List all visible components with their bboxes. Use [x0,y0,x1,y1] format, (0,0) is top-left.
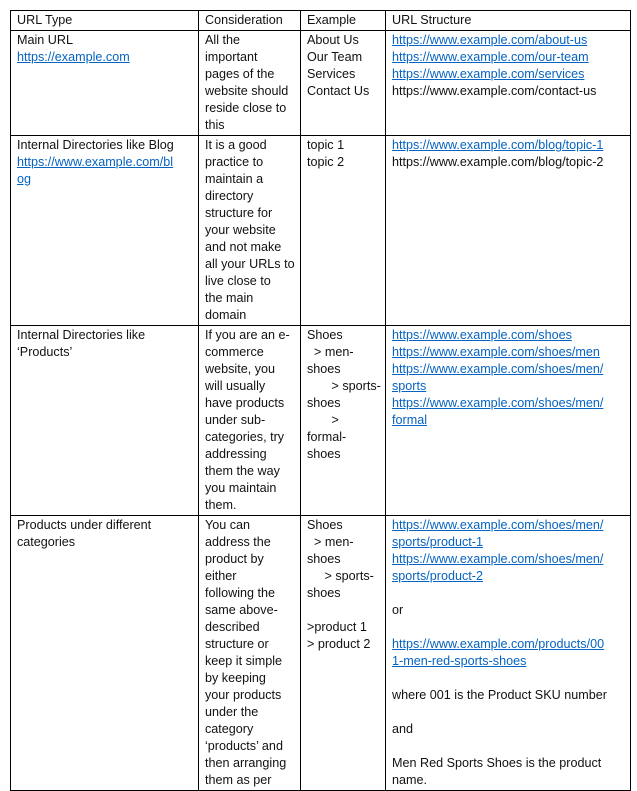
consideration-line: reside close to [205,101,287,115]
url-link[interactable]: https://www.example.com/shoes/men/ [392,552,604,566]
example-line: > product 2 [307,637,371,651]
url-structure-table [10,10,631,791]
example-line: > men- [307,535,354,549]
consideration-line: product by [205,552,264,566]
consideration-line: All the [205,33,241,47]
consideration-line: ‘products’ and [205,739,283,753]
url-type-label: Internal Directories like Blog [17,138,174,152]
url-link[interactable]: sports [392,379,427,393]
url-link[interactable]: formal [392,413,427,427]
consideration-line: will usually [205,379,266,393]
consideration-line: then arranging [205,756,287,770]
consideration-line: either [205,569,237,583]
example-line: topic 2 [307,155,345,169]
consideration-line: important [205,50,258,64]
header-consideration: Consideration [199,11,301,31]
consideration-line: structure for [205,206,273,220]
example-line: shoes [307,447,341,461]
consideration-line: them the way [205,464,280,478]
url-text: https://www.example.com/contact-us [392,84,597,98]
consideration-line: website should [205,84,289,98]
consideration-line: under sub- [205,413,266,427]
consideration-line: under the [205,705,259,719]
example-line: Services [307,67,356,81]
example-line: > sports- [307,569,374,583]
consideration-line: them as per [205,773,272,787]
example-line: formal- [307,430,347,444]
example-line: shoes [307,362,341,376]
blog-url-link[interactable]: https://www.example.com/bl [17,155,174,169]
consideration-line: domain [205,308,247,322]
blank-line [392,738,624,755]
example-line: shoes [307,586,341,600]
consideration-line: You can [205,518,251,532]
url-link[interactable]: sports/product-1 [392,535,483,549]
example-line: > men- [307,345,354,359]
blank-line [307,602,379,619]
consideration-line: have products [205,396,285,410]
cell-url-structure [386,326,631,516]
table-row [11,516,631,791]
cell-example [301,136,386,326]
cell-example [301,326,386,516]
example-line: shoes [307,552,341,566]
url-link[interactable]: https://www.example.com/shoes/men/ [392,518,604,532]
cell-url-type [11,136,199,326]
product-name-note: name. [392,773,428,787]
example-line: About Us [307,33,359,47]
consideration-line: by keeping [205,671,266,685]
table-row [11,136,631,326]
and-text: and [392,722,414,736]
product-name-note: Men Red Sports Shoes is the product [392,756,602,770]
cell-url-structure [386,516,631,791]
url-text: https://www.example.com/blog/topic-2 [392,155,604,169]
consideration-line: following the [205,586,276,600]
cell-example [301,516,386,791]
cell-url-structure [386,136,631,326]
blank-line [392,619,624,636]
consideration-line: your products [205,688,282,702]
consideration-line: live close to [205,274,271,288]
consideration-line: categories, try [205,430,285,444]
cell-consideration [199,31,301,136]
example-line: Our Team [307,50,363,64]
example-line: > [307,413,339,427]
cell-consideration [199,516,301,791]
header-url-type: URL Type [11,11,199,31]
consideration-line: If you are an e- [205,328,290,342]
consideration-line: and not make [205,240,282,254]
consideration-line: addressing [205,447,267,461]
or-text: or [392,603,404,617]
example-line: >product 1 [307,620,367,634]
url-type-label: ‘Products’ [17,345,73,359]
header-url-structure: URL Structure [386,11,631,31]
url-link[interactable]: https://www.example.com/about-us [392,33,588,47]
url-link[interactable]: https://www.example.com/shoes/men [392,345,600,359]
url-type-label: Products under different [17,518,152,532]
consideration-line: your website [205,223,276,237]
blank-line [392,670,624,687]
url-link[interactable]: https://www.example.com/shoes [392,328,572,342]
consideration-line: commerce [205,345,264,359]
blog-url-link[interactable]: og [17,172,32,186]
header-example: Example [301,11,386,31]
blank-line [392,585,624,602]
consideration-line: you maintain [205,481,277,495]
table-row [11,31,631,136]
consideration-line: described [205,620,260,634]
consideration-line: all your URLs to [205,257,295,271]
consideration-line: It is a good [205,138,267,152]
consideration-line: website, you [205,362,276,376]
cell-url-structure [386,31,631,136]
consideration-line: maintain a [205,172,264,186]
consideration-line: directory [205,189,254,203]
url-type-label: Internal Directories like [17,328,146,342]
sku-note: where 001 is the Product SKU number [392,688,607,702]
blank-line [392,704,624,721]
url-link[interactable]: sports/product-2 [392,569,483,583]
consideration-line: pages of the [205,67,275,81]
example-line: > sports- [307,379,381,393]
consideration-line: structure or [205,637,269,651]
example-line: Shoes [307,518,343,532]
cell-consideration [199,136,301,326]
consideration-line: this [205,118,225,132]
url-type-label: categories [17,535,76,549]
url-link[interactable]: https://www.example.com/products/00 [392,637,605,651]
main-url-link[interactable]: https://example.com [17,50,130,64]
table-row [11,326,631,516]
cell-consideration [199,326,301,516]
url-link[interactable]: https://www.example.com/our-team [392,50,589,64]
url-type-label: Main URL [17,33,73,47]
cell-url-type [11,326,199,516]
url-link[interactable]: https://www.example.com/services [392,67,585,81]
table-header-row [11,11,631,31]
cell-example [301,31,386,136]
consideration-line: category [205,722,254,736]
url-link[interactable]: https://www.example.com/shoes/men/ [392,396,604,410]
consideration-line: same above- [205,603,278,617]
url-link[interactable]: 1-men-red-sports-shoes [392,654,527,668]
example-line: Shoes [307,328,343,342]
consideration-line: the main [205,291,254,305]
example-line: shoes [307,396,341,410]
url-structure-document [10,10,631,791]
url-link[interactable]: https://www.example.com/shoes/men/ [392,362,604,376]
example-line: topic 1 [307,138,345,152]
url-link[interactable]: https://www.example.com/blog/topic-1 [392,138,604,152]
cell-url-type [11,31,199,136]
consideration-line: address the [205,535,271,549]
example-line: Contact Us [307,84,370,98]
consideration-line: them. [205,498,237,512]
cell-url-type [11,516,199,791]
consideration-line: keep it simple [205,654,282,668]
consideration-line: practice to [205,155,264,169]
